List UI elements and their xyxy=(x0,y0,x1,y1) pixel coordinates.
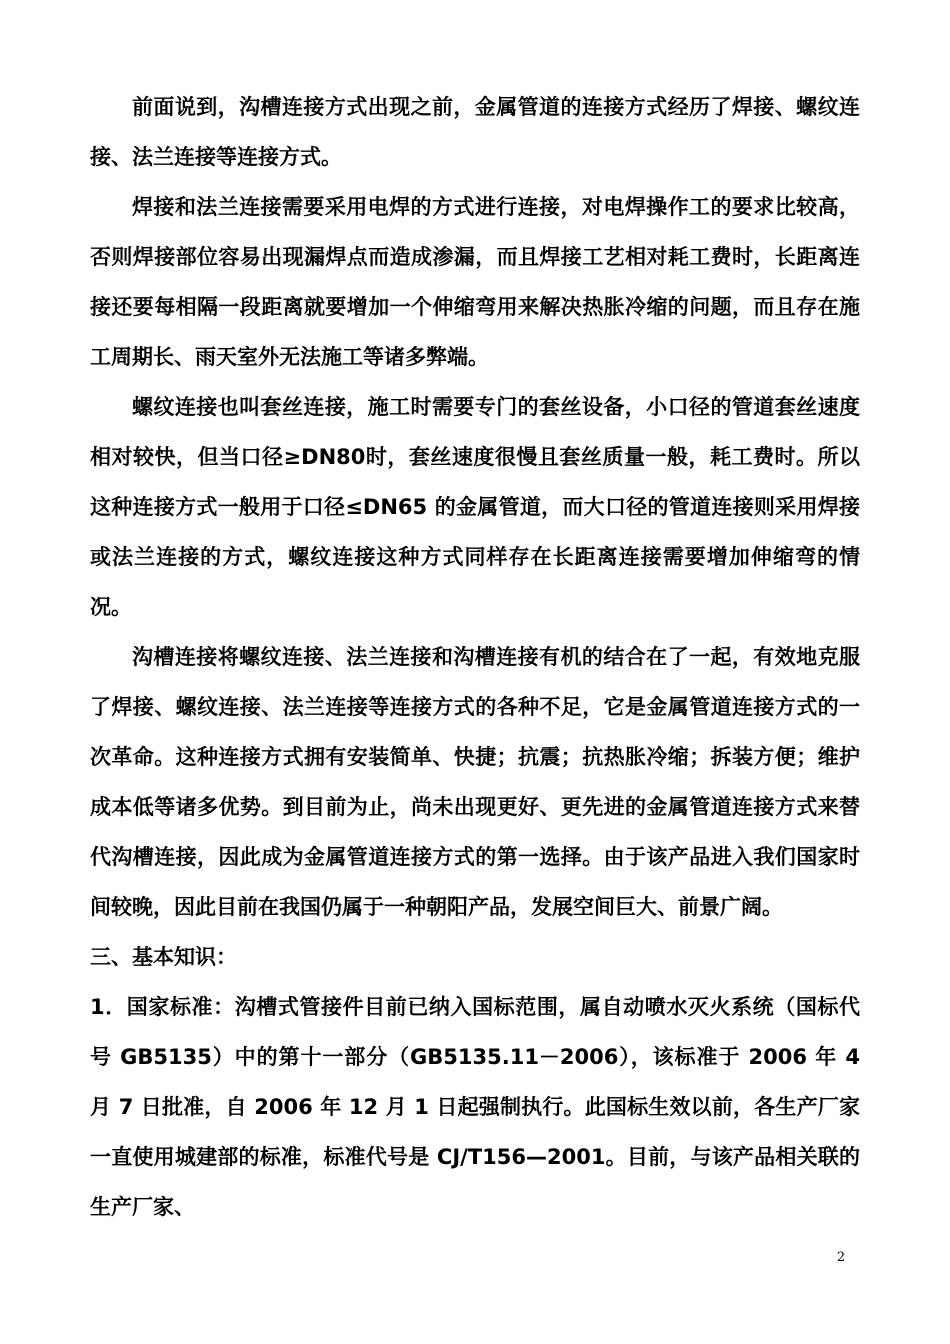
paragraph-grooved: 沟槽连接将螺纹连接、法兰连接和沟槽连接有机的结合在了一起，有效地克服了焊接、螺纹连接、法兰连接等连接方式的各种不足，它是金属管道连接方式的一次革命。这种连接方式拥有安装简单、快捷；抗震；抗热胀冷缩；拆装方便；维护成本低等诸多优势。到目前为止，尚未出现更好、更先进的金属管道连接方式来替代沟槽连接，因此成为金属管道连接方式的第一选择。由于该产品进入我们国家时间较晚，因此目前在我国仍属于一种朝阳产品，发展空间巨大、前景广阔。 xyxy=(90,645,860,919)
section-heading: 三、基本知识： xyxy=(90,945,237,969)
document-body xyxy=(90,82,860,1232)
page-number: 2 xyxy=(836,1250,846,1265)
paragraph-national-standard: 1．国家标准：沟槽式管接件目前已纳入国标范围，属自动喷水灭火系统（国标代号 GB5135）中的第十一部分（GB5135.11－2006），该标准于 2006 年 4 月 7 日批准，自 2006 年 12 月 1 日起强制执行。此国标生效以前，各生产厂家一直使用城建部的标准，标准代号是 CJ/T156—2001。目前，与该产品相关联的生产厂家、 xyxy=(90,995,860,1219)
paragraph-intro: 前面说到，沟槽连接方式出现之前，金属管道的连接方式经历了焊接、螺纹连接、法兰连接等连接方式。 xyxy=(90,95,860,169)
paragraph-threaded: 螺纹连接也叫套丝连接，施工时需要专门的套丝设备，小口径的管道套丝速度相对较快，但当口径≥DN80时，套丝速度很慢且套丝质量一般，耗工费时。所以这种连接方式一般用于口径≤DN65 的金属管道，而大口径的管道连接则采用焊接或法兰连接的方式，螺纹连接这种方式同样存在长距离连接需要增加伸缩弯的情况。 xyxy=(90,395,860,619)
paragraph-welding: 焊接和法兰连接需要采用电焊的方式进行连接，对电焊操作工的要求比较高，否则焊接部位容易出现漏焊点而造成渗漏，而且焊接工艺相对耗工费时，长距离连接还要每相隔一段距离就要增加一个伸缩弯用来解决热胀冷缩的问题，而且存在施工周期长、雨天室外无法施工等诸多弊端。 xyxy=(90,195,860,369)
